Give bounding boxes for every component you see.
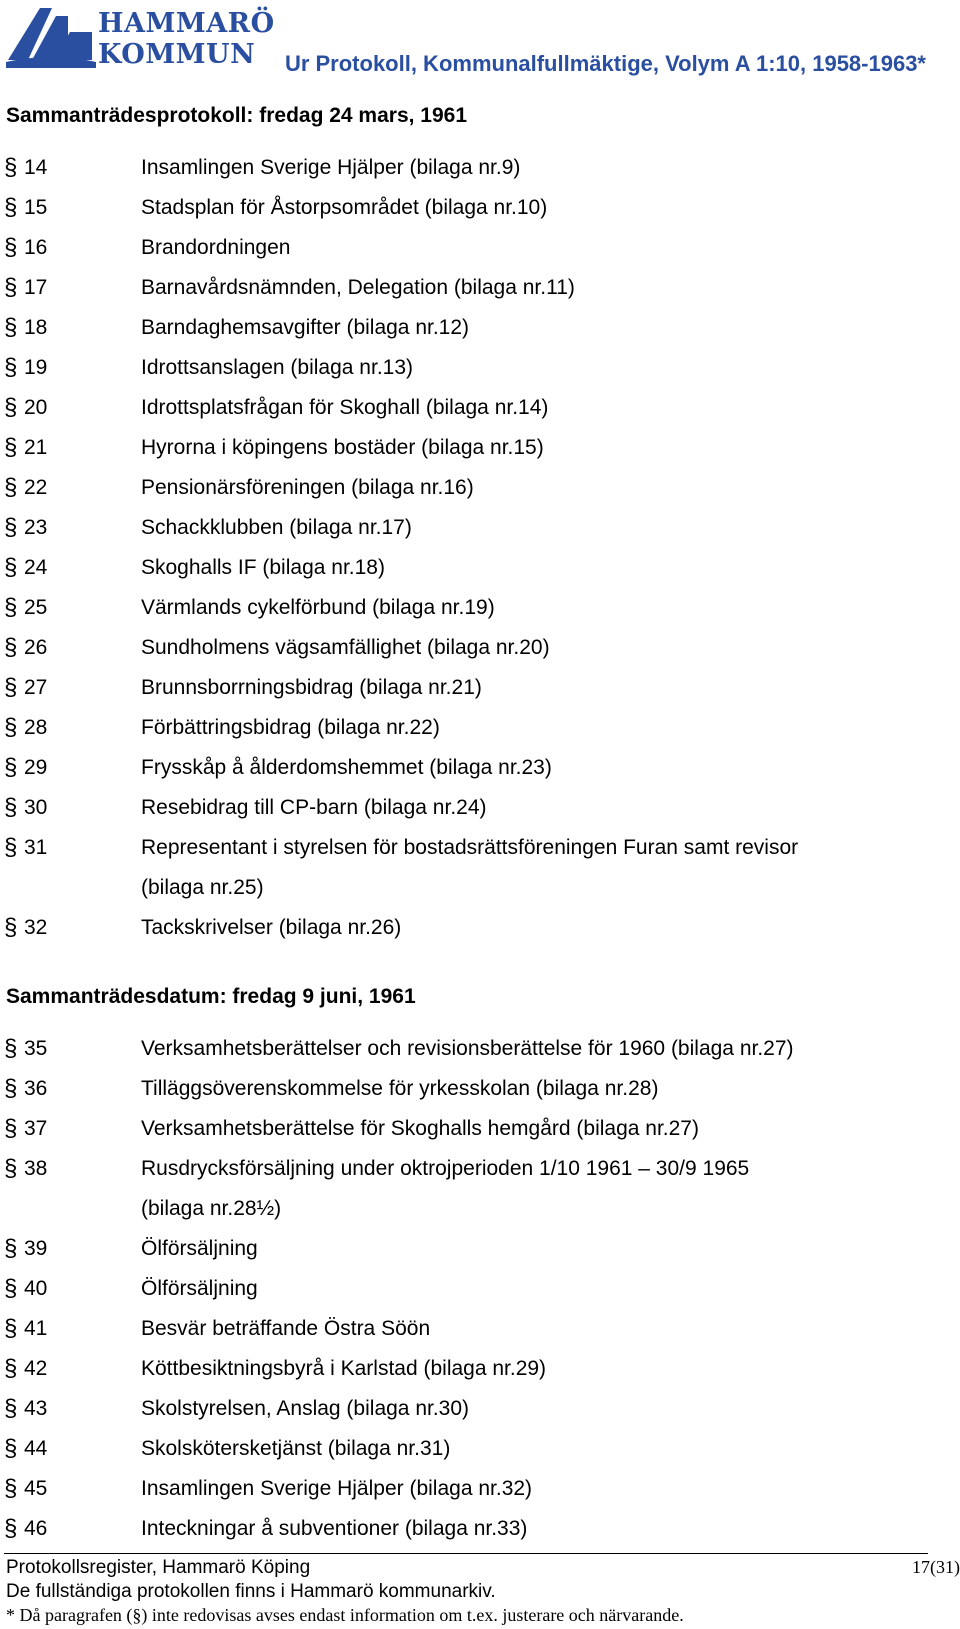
paragraph-subject: Insamlingen Sverige Hjälper (bilaga nr.32) — [141, 1477, 533, 1500]
paragraph-subject: Tilläggsöverenskommelse för yrkesskolan (bilaga nr.28) — [141, 1077, 659, 1100]
paragraph-symbol: § — [4, 794, 18, 821]
paragraph-number: 39 — [24, 1237, 48, 1260]
paragraph-symbol: § — [4, 274, 18, 301]
paragraph-number: 35 — [24, 1037, 48, 1060]
paragraph-subject-continuation: (bilaga nr.28½) — [141, 1197, 282, 1220]
paragraph-number: 43 — [24, 1397, 48, 1420]
paragraph-symbol: § — [4, 474, 18, 501]
paragraph-symbol: § — [4, 1515, 18, 1542]
paragraph-subject: Skolstyrelsen, Anslag (bilaga nr.30) — [141, 1397, 470, 1420]
paragraph-subject: Rusdrycksförsäljning under oktrojperioden 1/10 1961 – 30/9 1965 — [141, 1157, 750, 1180]
paragraph-number: 21 — [24, 436, 48, 459]
paragraph-symbol: § — [4, 674, 18, 701]
paragraph-symbol: § — [4, 1315, 18, 1342]
logo-line-kommun: KOMMUN — [98, 39, 256, 70]
paragraph-subject: Representant i styrelsen för bostadsrättsföreningen Furan samt revisor — [141, 836, 799, 859]
paragraph-subject: Sundholmens vägsamfällighet (bilaga nr.20) — [141, 636, 550, 659]
paragraph-subject: Verksamhetsberättelse för Skoghalls hemgård (bilaga nr.27) — [141, 1117, 699, 1140]
logo-line-hammaro: HAMMARÖ — [98, 8, 275, 39]
paragraph-subject: Förbättringsbidrag (bilaga nr.22) — [141, 716, 440, 739]
paragraph-symbol: § — [4, 754, 18, 781]
footer-divider — [4, 1553, 928, 1554]
paragraph-number: 24 — [24, 556, 48, 579]
paragraph-number: 23 — [24, 516, 48, 539]
paragraph-symbol: § — [4, 1275, 18, 1302]
paragraph-subject: Skolskötersketjänst (bilaga nr.31) — [141, 1437, 451, 1460]
paragraph-subject: Inteckningar å subventioner (bilaga nr.33) — [141, 1517, 528, 1540]
paragraph-symbol: § — [4, 1115, 18, 1142]
paragraph-number: 26 — [24, 636, 48, 659]
paragraph-number: 41 — [24, 1317, 48, 1340]
paragraph-symbol: § — [4, 1035, 18, 1062]
paragraph-symbol: § — [4, 634, 18, 661]
footer-register-name: Protokollsregister, Hammarö Köping — [6, 1557, 311, 1578]
paragraph-subject: Hyrorna i köpingens bostäder (bilaga nr.15) — [141, 436, 544, 459]
paragraph-number: 29 — [24, 756, 48, 779]
paragraph-subject: Barnavårdsnämnden, Delegation (bilaga nr.11) — [141, 276, 575, 299]
paragraph-symbol: § — [4, 234, 18, 261]
paragraph-number: 20 — [24, 396, 48, 419]
paragraph-symbol: § — [4, 1355, 18, 1382]
paragraph-symbol: § — [4, 194, 18, 221]
paragraph-symbol: § — [4, 1075, 18, 1102]
paragraph-number: 30 — [24, 796, 48, 819]
paragraph-number: 17 — [24, 276, 48, 299]
paragraph-symbol: § — [4, 1155, 18, 1182]
paragraph-symbol: § — [4, 354, 18, 381]
paragraph-number: 32 — [24, 916, 48, 939]
paragraph-number: 42 — [24, 1357, 48, 1380]
paragraph-symbol: § — [4, 434, 18, 461]
paragraph-subject: Barndaghemsavgifter (bilaga nr.12) — [141, 316, 470, 339]
paragraph-subject: Stadsplan för Åstorpsområdet (bilaga nr.10) — [141, 196, 548, 219]
paragraph-number: 19 — [24, 356, 48, 379]
paragraph-number: 37 — [24, 1117, 48, 1140]
paragraph-subject-continuation: (bilaga nr.25) — [141, 876, 264, 899]
paragraph-number: 14 — [24, 156, 48, 179]
paragraph-subject: Verksamhetsberättelser och revisionsberättelse för 1960 (bilaga nr.27) — [141, 1037, 794, 1060]
section-title: Sammanträdesprotokoll: fredag 24 mars, 1961 — [6, 104, 468, 127]
paragraph-number: 15 — [24, 196, 48, 219]
paragraph-symbol: § — [4, 314, 18, 341]
paragraph-symbol: § — [4, 714, 18, 741]
footer-archive-note: De fullständiga protokollen finns i Hammarö kommunarkiv. — [6, 1581, 496, 1602]
paragraph-number: 18 — [24, 316, 48, 339]
paragraph-subject: Schackklubben (bilaga nr.17) — [141, 516, 412, 539]
paragraph-subject: Skoghalls IF (bilaga nr.18) — [141, 556, 385, 579]
paragraph-number: 31 — [24, 836, 48, 859]
paragraph-subject: Tackskrivelser (bilaga nr.26) — [141, 916, 402, 939]
paragraph-subject: Brunnsborrningsbidrag (bilaga nr.21) — [141, 676, 482, 699]
footer-asterisk-note: * Då paragrafen (§) inte redovisas avses endast information om t.ex. justerare och närvarande. — [6, 1605, 684, 1625]
paragraph-subject: Idrottsplatsfrågan för Skoghall (bilaga nr.14) — [141, 396, 549, 419]
paragraph-subject: Frysskåp å ålderdomshemmet (bilaga nr.23) — [141, 756, 552, 779]
paragraph-symbol: § — [4, 1235, 18, 1262]
paragraph-subject: Idrottsanslagen (bilaga nr.13) — [141, 356, 414, 379]
paragraph-symbol: § — [4, 594, 18, 621]
paragraph-symbol: § — [4, 1475, 18, 1502]
paragraph-number: 25 — [24, 596, 48, 619]
paragraph-symbol: § — [4, 834, 18, 861]
paragraph-symbol: § — [4, 914, 18, 941]
paragraph-subject: Pensionärsföreningen (bilaga nr.16) — [141, 476, 474, 499]
paragraph-number: 40 — [24, 1277, 48, 1300]
paragraph-symbol: § — [4, 394, 18, 421]
paragraph-subject: Resebidrag till CP-barn (bilaga nr.24) — [141, 796, 487, 819]
paragraph-subject: Köttbesiktningsbyrå i Karlstad (bilaga nr.29) — [141, 1357, 547, 1380]
paragraph-subject: Ölförsäljning — [141, 1277, 258, 1300]
logo-mark-icon — [6, 2, 96, 68]
document-header-title: Ur Protokoll, Kommunalfullmäktige, Volym A 1:10, 1958-1963* — [284, 51, 926, 76]
paragraph-subject: Brandordningen — [141, 236, 291, 259]
paragraph-number: 28 — [24, 716, 48, 739]
paragraph-number: 38 — [24, 1157, 48, 1180]
paragraph-subject: Ölförsäljning — [141, 1237, 258, 1260]
paragraph-number: 16 — [24, 236, 48, 259]
paragraph-symbol: § — [4, 554, 18, 581]
paragraph-symbol: § — [4, 1435, 18, 1462]
paragraph-subject: Insamlingen Sverige Hjälper (bilaga nr.9) — [141, 156, 521, 179]
paragraph-number: 44 — [24, 1437, 48, 1460]
paragraph-number: 46 — [24, 1517, 48, 1540]
paragraph-number: 45 — [24, 1477, 48, 1500]
paragraph-subject: Besvär beträffande Östra Söön — [141, 1317, 431, 1340]
page-number: 17(31) — [912, 1557, 960, 1577]
paragraph-subject: Värmlands cykelförbund (bilaga nr.19) — [141, 596, 495, 619]
paragraph-number: 27 — [24, 676, 48, 699]
section-title: Sammanträdesdatum: fredag 9 juni, 1961 — [6, 985, 416, 1008]
paragraph-symbol: § — [4, 154, 18, 181]
paragraph-symbol: § — [4, 1395, 18, 1422]
hammaro-kommun-logo — [6, 2, 275, 74]
paragraph-number: 22 — [24, 476, 48, 499]
paragraph-number: 36 — [24, 1077, 48, 1100]
paragraph-symbol: § — [4, 514, 18, 541]
